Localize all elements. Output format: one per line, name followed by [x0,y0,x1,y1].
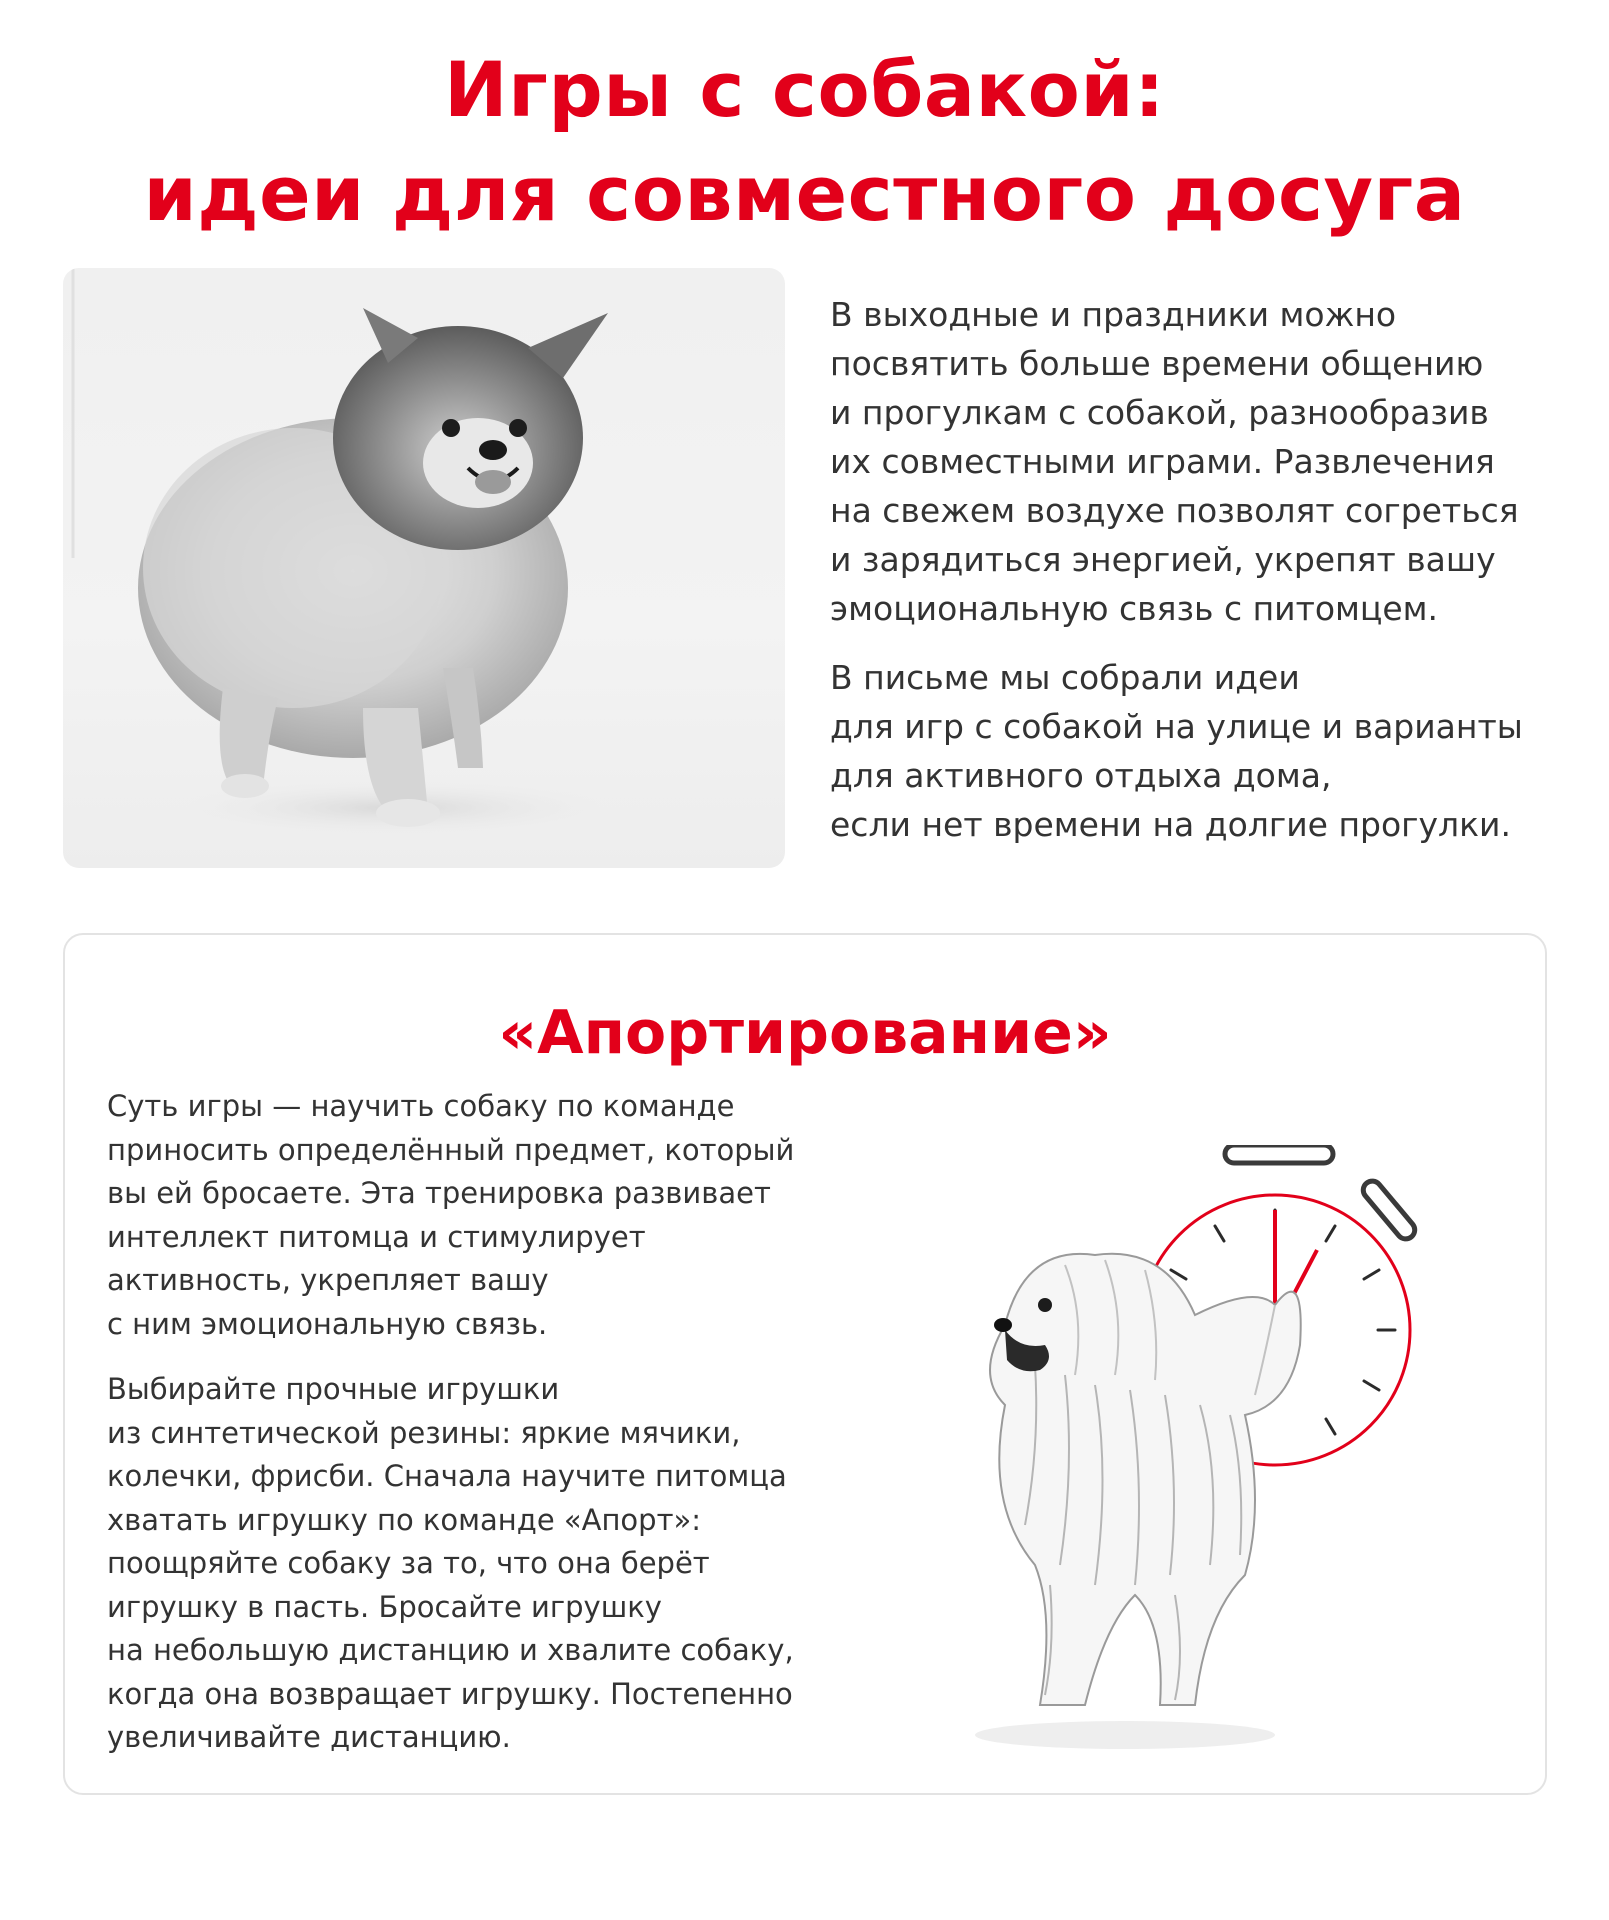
intro-paragraph-1 [830,290,1560,633]
page-title-line-2: идеи для совместного досуга [143,149,1466,238]
section-p2-line: игрушку в пасть. Бросайте игрушку [107,1589,662,1624]
section-title: «Апортирование» [498,998,1112,1068]
section-p1-line: вы ей бросаете. Эта тренировка развивает [107,1176,771,1210]
section-p1-line: приносить определённый предмет, который [107,1132,795,1167]
section-p2-line: увеличивайте дистанцию. [107,1720,511,1754]
intro-p2-line: для активного отдыха дома, [830,756,1332,795]
pomeranian-photo [63,268,785,868]
dog-stopwatch-illustration [945,1145,1505,1755]
intro-p2-line: В письме мы собрали идеи [830,658,1300,697]
section-p1-line: с ним эмоциональную связь. [107,1306,548,1341]
intro-p1-line: на свежем воздухе позволят согреться [830,491,1519,530]
intro-p1-line: эмоциональную связь с питомцем. [830,589,1439,628]
section-p1-line: Суть игры — научить собаку по команде [107,1089,735,1123]
fetch-game-card [63,933,1547,1795]
section-p2-line: Выбирайте прочные игрушки [107,1372,560,1406]
section-text [107,1085,807,1760]
section-p2-line: на небольшую дистанцию и хвалите собаку, [107,1633,794,1667]
section-p2-line: из синтетической резины: яркие мячики, [107,1415,741,1450]
intro-p1-line: В выходные и праздники можно [830,295,1397,334]
section-paragraph-1 [107,1085,807,1346]
intro-p1-line: и прогулкам с собакой, разнообразив [830,393,1489,432]
intro-p1-line: их совместными играми. Развлечения [830,442,1495,481]
intro-p2-line: для игр с собакой на улице и варианты [830,707,1523,746]
section-p2-line: поощряйте собаку за то, что она берёт [107,1546,710,1580]
intro-p1-line: посвятить больше времени общению [830,344,1484,383]
intro-p1-line: и зарядиться энергией, укрепят вашу [830,540,1496,579]
intro-paragraph-2 [830,653,1560,849]
section-p1-line: активность, укрепляет вашу [107,1263,549,1297]
page-title-line-1: Игры с собакой: [444,45,1165,134]
intro-text [830,290,1560,849]
dog-illustration [975,1254,1301,1749]
stopwatch-icon [945,1145,1505,1755]
pomeranian-dog-image [63,268,785,868]
section-paragraph-2 [107,1368,807,1760]
intro-p2-line: если нет времени на долгие прогулки. [830,805,1511,844]
section-p1-line: интеллект питомца и стимулирует [107,1219,646,1254]
section-p2-line: хватать игрушку по команде «Апорт»: [107,1502,701,1537]
section-p2-line: когда она возвращает игрушку. Постепенно [107,1676,793,1711]
section-p2-line: колечки, фрисби. Сначала научите питомца [107,1459,787,1493]
page-title [0,38,1609,246]
